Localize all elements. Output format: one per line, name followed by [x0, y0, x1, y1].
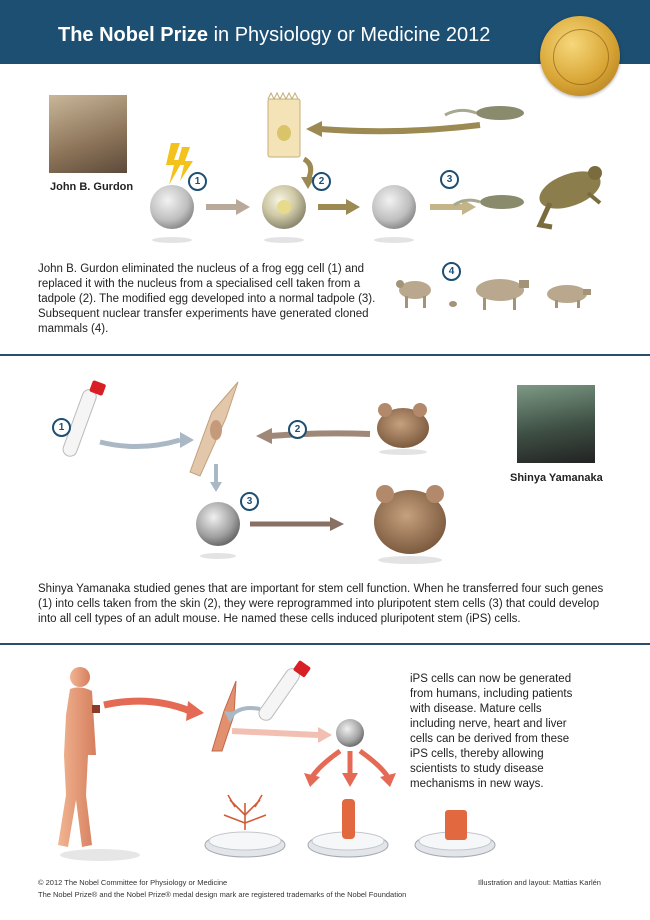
gurdon-diagram [140, 85, 620, 255]
step-2-marker: 2 [312, 172, 331, 191]
section-divider [0, 354, 650, 356]
ips-applications-diagram [40, 655, 410, 880]
sheep-icon [396, 280, 431, 308]
medal-profile [553, 29, 609, 85]
step-3-marker-yamanaka: 3 [240, 492, 259, 511]
footer-copyright: © 2012 The Nobel Committee for Physiology or Medicine [38, 878, 228, 887]
test-tube-icon [256, 660, 311, 723]
ips-description: iPS cells can now be generated from humans, including patients with disease. Mature cells including nerve, heart and liver cells can be derived from these iPS cells, thereby allowing scientists to study disease mechanisms in new ways. [410, 673, 573, 790]
frog-icon [534, 164, 605, 227]
step-3-marker: 3 [440, 170, 459, 189]
title-rest: in Physiology or Medicine 2012 [213, 24, 491, 46]
title-bold: The Nobel Prize [58, 24, 209, 46]
yamanaka-diagram [40, 372, 480, 572]
yamanaka-name: Shinya Yamanaka [510, 472, 603, 484]
pig-icon [547, 285, 591, 308]
section-divider [0, 643, 650, 645]
gurdon-name: John B. Gurdon [50, 181, 134, 193]
yamanaka-portrait [517, 385, 595, 463]
petri-dish-icon [308, 799, 388, 857]
specialised-cell [268, 93, 300, 157]
test-tube-icon [61, 380, 106, 458]
cloned-mammals [395, 272, 600, 312]
footer-trademark: The Nobel Prize® and the Nobel Prize® medal design mark are registered trademarks of the Nobel Foundation [38, 890, 407, 899]
mouse-icon [377, 403, 429, 455]
footer-credit: Illustration and layout: Mattias Karlén [478, 878, 601, 887]
human-figure-icon [58, 667, 140, 861]
petri-dish-icon [205, 795, 285, 857]
petri-dish-icon [415, 810, 495, 857]
tadpole-icon [445, 106, 524, 120]
gurdon-description: John B. Gurdon eliminated the nucleus of a frog egg cell (1) and replaced it with the nucleus from a specialised cell taken from a tadpole (2). The modified egg developed into a normal tadpole (3). Subsequent nuclear transfer experiments have generated cloned mammals (4). [38, 263, 376, 335]
liver-dish [405, 790, 515, 860]
cow-icon [476, 279, 529, 310]
page-title [58, 24, 490, 47]
step-1-marker: 1 [188, 172, 207, 191]
mouse-icon [449, 301, 457, 307]
yamanaka-description: Shinya Yamanaka studied genes that are important for stem cell function. When he transferred four such genes (1) into cells taken from the skin (2), they were reprogrammed into pluripotent stem cells (3) that could develop into all cell types of an adult mouse. He named these cells induced pluripotent stem (iPS) cells. [38, 583, 604, 625]
step-4-marker: 4 [442, 262, 461, 281]
gurdon-portrait [49, 95, 127, 173]
mouse-icon [374, 485, 446, 564]
step-2-marker-yamanaka: 2 [288, 420, 307, 439]
step-1-marker-yamanaka: 1 [52, 418, 71, 437]
